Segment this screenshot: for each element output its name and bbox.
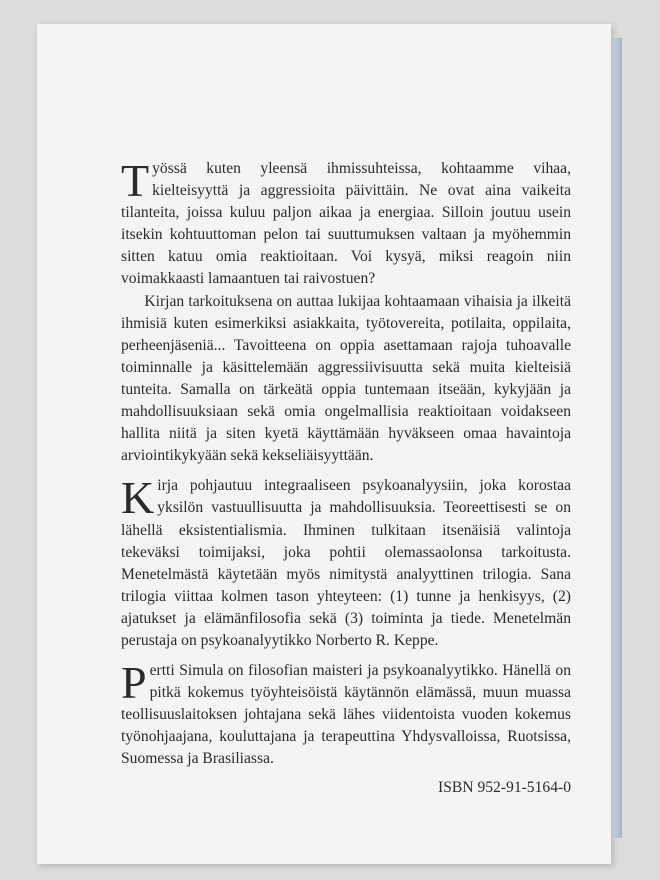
paragraph-text: irja pohjautuu integraaliseen psykoanalyysiin, joka korostaa yksilön vastuullisuutta ja mahdollisuuksia. Teoreettisesti se on lähellä eksistentialismia. Ihminen tulkitaan itsenäisiä valintoja tekeväksi toimijaksi, joka pohtii olemassaolonsa tarkoitusta. Menetelmästä käytetään myös nimitystä analyyttinen trilogia. Sana trilogia viittaa kolmen tason yhteyteen: (1) tunne ja henkisyys, (2) ajatukset ja elämänfilosofia sekä (3) toiminta ja tiede. Menetelmän perustaja on psykoanalyytikko Norberto R. Keppe. xyxy=(121,477,571,649)
paragraph-4 xyxy=(121,657,571,770)
paragraph-text: yössä kuten yleensä ihmissuhteissa, kohtaamme vihaa, kielteisyyttä ja aggressioita päivittäin. Ne ovat aina vaikeita tilanteita, joissa kuluu paljon aikaa ja energiaa. Silloin joutuu usein itsekin kohtuuttoman pelon tai suuttumuksen valtaan ja myöhemmin sitten katuu omia reaktioitaan. Voi kysyä, miksi reagoin niin voimakkaasti lamaantuen tai raivostuen? xyxy=(121,160,571,288)
paragraph-2: Kirjan tarkoituksena on auttaa lukijaa kohtaamaan vihaisia ja ilkeitä ihmisiä kuten esimerkiksi asiakkaita, työtovereita, potilaita, oppilaita, perheenjäseniä... Tavoitteena on oppia asettamaan rajoja tuhoavalle toiminnalle ja käsittelemään aggressiivisuutta sekä muita kielteisiä tunteita. Samalla on tärkeätä oppia tuntemaan itseään, kykyjään ja mahdollisuuksiaan sekä omia ongelmallisia reaktioitaan voidakseen hallita niitä ja siten kyetä käyttämään hyväkseen omaa havaintoja arviointikykyään sekä kekseliäisyyttään. xyxy=(121,292,571,465)
paragraph-3 xyxy=(121,472,571,652)
paragraph-text: ertti Simula on filosofian maisteri ja psykoanalyytikko. Hänellä on pitkä kokemus työyhteisöistä käytännön elämässä, muun muassa teollisuuslaitoksen johtajana sekä lähes viidentoista vuoden kokemus työnohjaajana, kouluttajana ja terapeuttina Yhdysvalloissa, Ruotsissa, Suomessa ja Brasiliassa. xyxy=(121,662,571,768)
blurb-section-intro xyxy=(121,155,571,467)
blurb-section-author xyxy=(121,657,571,770)
isbn-number: ISBN 952-91-5164-0 xyxy=(438,778,571,796)
paragraph-1 xyxy=(121,155,571,291)
drop-cap: T xyxy=(121,155,150,206)
blurb-section-method xyxy=(121,472,571,652)
drop-cap: P xyxy=(121,657,147,709)
blurb-text xyxy=(121,150,571,799)
drop-cap: K xyxy=(121,472,155,524)
back-cover xyxy=(37,24,611,864)
